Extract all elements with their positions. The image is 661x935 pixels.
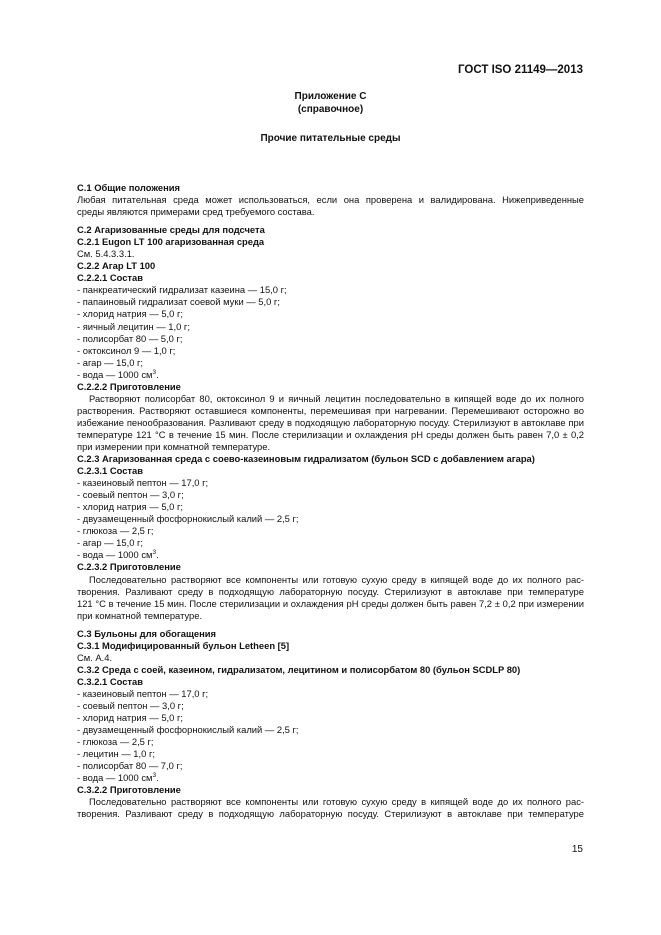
list-item: - хлорид натрия — 5,0 г; xyxy=(77,712,183,724)
document-body xyxy=(77,182,584,820)
list-item: - хлорид натрия — 5,0 г; xyxy=(77,501,183,513)
subsection-heading: С.2.2 Агар LT 100 xyxy=(77,260,156,272)
list-item: - двузамещенный фосфорнокислый калий — 2,5 г; xyxy=(77,513,299,525)
subsection-heading: С.2.2.2 Приготовление xyxy=(77,380,181,392)
subsection-heading: С.3.2 Среда с соей, казеином, гидрализатом, лецитином и полисорбатом 80 (бульон SCDLP 80) xyxy=(77,663,521,675)
subsection-heading: С.2.2.1 Состав xyxy=(77,272,143,284)
period: . xyxy=(156,368,159,380)
list-item-text: - вода — 1000 см xyxy=(77,549,153,561)
superscript: 3 xyxy=(152,549,157,557)
list-item-text: - вода — 1000 см xyxy=(77,368,153,380)
paragraph-line: среды являются примерами сред требуемого состава. xyxy=(77,206,315,218)
page-number: 15 xyxy=(571,844,583,855)
superscript: 3 xyxy=(152,368,157,376)
list-item xyxy=(77,772,584,784)
list-item-text: - вода — 1000 см xyxy=(77,772,153,784)
list-item: - яичный лецитин — 1,0 г; xyxy=(77,320,190,332)
document-id: ГОСТ ISO 21149—2013 xyxy=(458,64,583,76)
subsection-heading: С.3.2.1 Состав xyxy=(77,675,143,687)
subsection-heading: С.2.3 Агаризованная среда с соево-казеиновым гидрализатом (бульон SCD с добавлением агара) xyxy=(77,453,535,465)
list-item: - агар — 15,0 г; xyxy=(77,356,144,368)
list-item: - полисорбат 80 — 5,0 г; xyxy=(77,332,183,344)
reference-text: См. 5.4.3.3.1. xyxy=(77,248,135,260)
paragraph-line: при измерении при комнатной температуре. xyxy=(77,440,271,452)
reference-text: См. А.4. xyxy=(77,651,113,663)
list-item: - казеиновый пептон — 17,0 г; xyxy=(77,687,209,699)
list-item: - папаиновый гидрализат соевой муки — 5,0 г; xyxy=(77,296,280,308)
subsection-heading: С.2.3.2 Приготовление xyxy=(77,561,181,573)
paragraph-line: 121 °С в течение 15 мин. После стерилизации и охлаждения pH среды должен быть равен 7,2 ± 0,2 при измерении xyxy=(77,597,584,609)
annex-title: Приложение С xyxy=(294,91,367,102)
list-item: - двузамещенный фосфорнокислый калий — 2,5 г; xyxy=(77,724,299,736)
list-item xyxy=(77,369,584,381)
list-item: - хлорид натрия — 5,0 г; xyxy=(77,308,183,320)
list-item xyxy=(77,549,584,561)
list-item: - глюкоза — 2,5 г; xyxy=(77,525,154,537)
subsection-heading: С.2.1 Eugon LT 100 агаризованная среда xyxy=(77,236,265,248)
paragraph-line: Последовательно растворяют все компоненты или готовую сухую среду в кипящей воде до их полного рас- xyxy=(89,573,584,585)
list-item: - панкреатический гидрализат казеина — 15,0 г; xyxy=(77,284,287,296)
list-item: - октоксинол 9 — 1,0 г; xyxy=(77,344,176,356)
list-item: - агар — 15,0 г; xyxy=(77,537,144,549)
subsection-heading: С.2.3.1 Состав xyxy=(77,465,143,477)
subsection-heading: С.3.2.2 Приготовление xyxy=(77,784,181,796)
paragraph-line: Последовательно растворяют все компоненты или готовую сухую среду в кипящей воде до их полного рас- xyxy=(89,796,584,808)
section-heading: С.3 Бульоны для обогащения xyxy=(77,627,216,639)
period: . xyxy=(156,549,159,561)
list-item: - соевый пептон — 3,0 г; xyxy=(77,489,184,501)
annex-type: (справочное) xyxy=(297,104,364,115)
paragraph-line: творения. Разливают среду в подходящую лабораторную посуду. Стерилизуют в автоклаве при температуре xyxy=(77,585,584,597)
list-item: - соевый пептон — 3,0 г; xyxy=(77,699,184,711)
list-item: - лецитин — 1,0 г; xyxy=(77,748,155,760)
list-item: - глюкоза — 2,5 г; xyxy=(77,736,154,748)
section-heading: С.1 Общие положения xyxy=(77,182,180,193)
paragraph-line: температуре 121 °С в течение 15 мин. После стерилизации и охлаждения pH среды должен быть равен 7,0 ± 0,2 xyxy=(77,428,584,440)
paragraph-line: Любая питательная среда может использоваться, если она проверена и валидирована. Нижеприведенные xyxy=(77,194,584,206)
list-item: - казеиновый пептон — 17,0 г; xyxy=(77,477,209,489)
paragraph-line: Растворяют полисорбат 80, октоксинол 9 и яичный лецитин последовательно в кипящей воде до их полного xyxy=(89,392,584,404)
annex-heading: Прочие питательные среды xyxy=(260,133,401,144)
paragraph-line: растворения. Растворяют оставшиеся компоненты, перемешивая при нагревании. Перемешивают осторожно во xyxy=(77,404,584,416)
subsection-heading: С.3.1 Модифицированный бульон Letheen [5] xyxy=(77,639,290,651)
list-item: - полисорбат 80 — 7,0 г; xyxy=(77,760,183,772)
section-heading: С.2 Агаризованные среды для подсчета xyxy=(77,224,265,236)
superscript: 3 xyxy=(152,772,157,780)
paragraph-line: избежание пенообразования. Разливают среду в подходящую лабораторную посуду. Стерилизуют в автоклаве при xyxy=(77,416,584,428)
paragraph-line: творения. Разливают среду в подходящую лабораторную посуду. Стерилизуют в автоклаве при температуре xyxy=(77,808,584,820)
paragraph-line: при комнатной температуре. xyxy=(77,609,203,621)
period: . xyxy=(156,772,159,784)
